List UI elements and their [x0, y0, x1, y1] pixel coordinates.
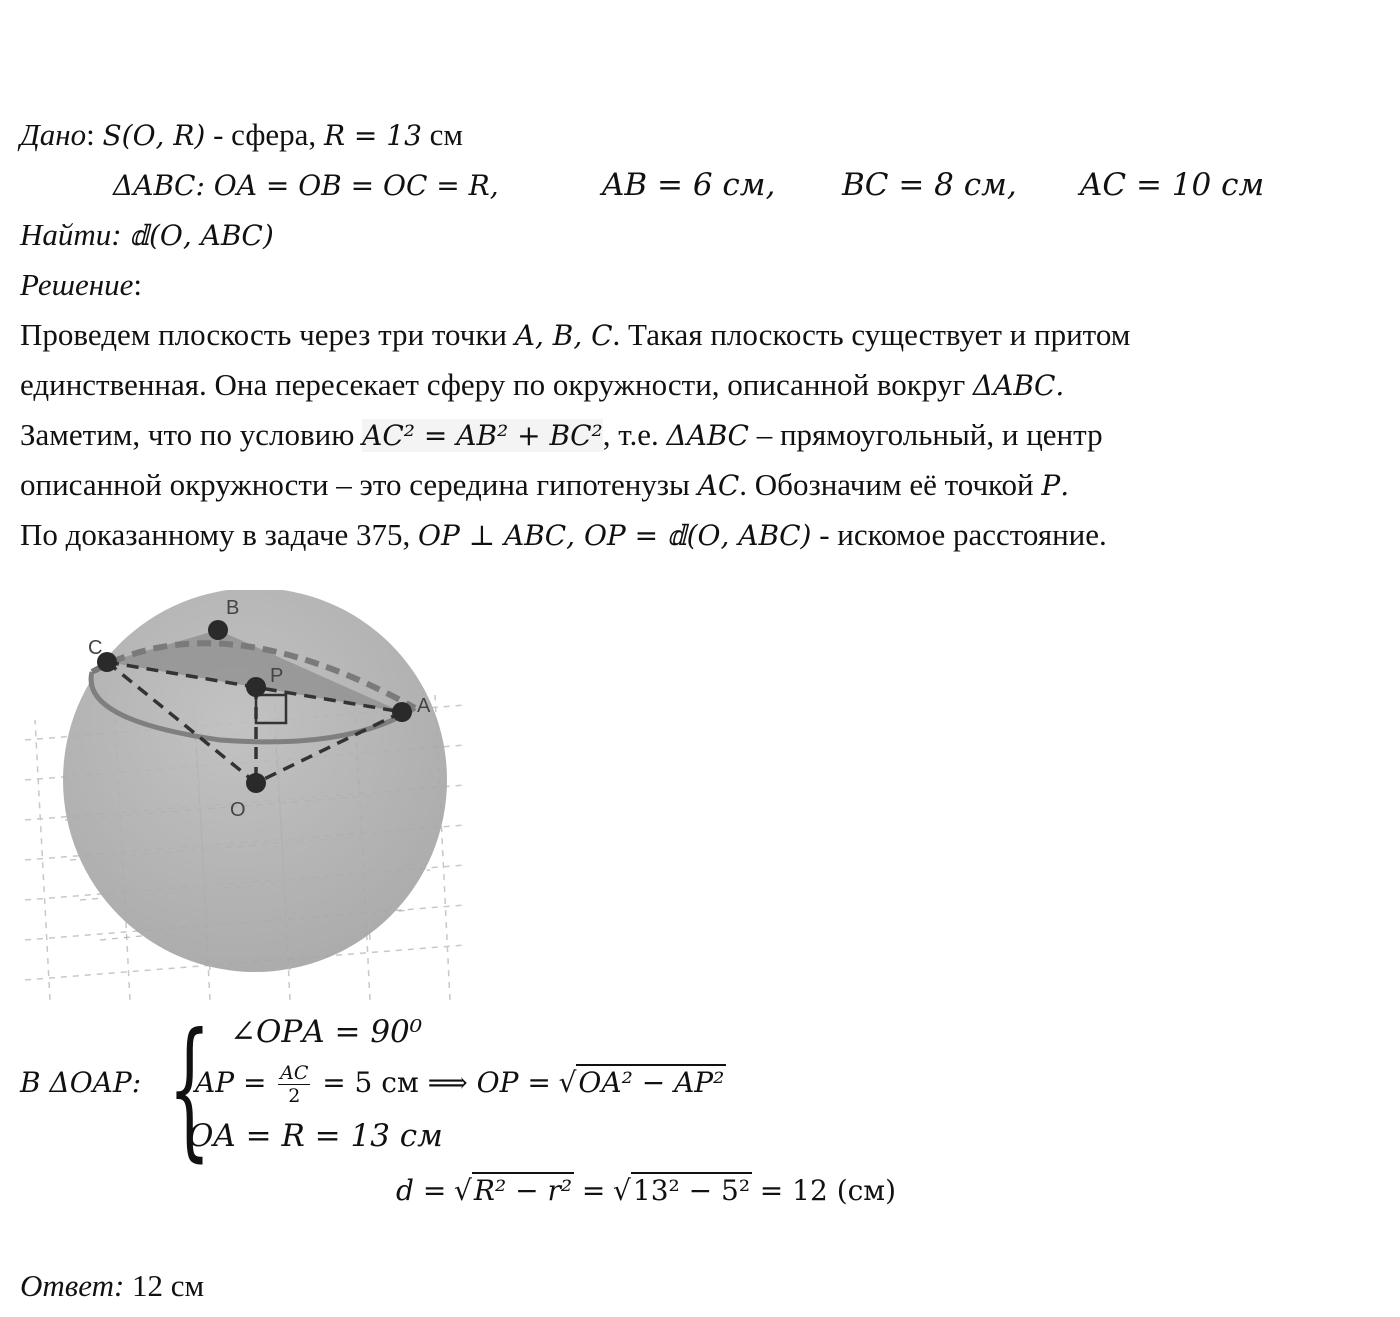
sqrt-oa-ap: [576, 1062, 726, 1103]
solution-paragraph-4: [20, 465, 1069, 506]
equation-ap: 𝐴𝑃 = $\frac{\text{𝐴𝐶}}{2}$ = 5 см ⟹ 𝑂𝑃 = √𝑂𝐴² − 𝐴𝑃²: [195, 1062, 725, 1108]
math-span: 𝐴, 𝐵, 𝐶: [514, 319, 613, 352]
math-span: Δ𝐴𝐵𝐶.: [972, 369, 1065, 402]
point-p: [246, 677, 266, 697]
fraction-ac-over-2: [278, 1062, 310, 1107]
text-span: Проведем плоскость через три точки: [20, 317, 515, 352]
given-label: Дано: [20, 117, 87, 152]
triangle-condition: Δ𝐴𝐵𝐶: 𝑂𝐴 = 𝑂𝐵 = 𝑂𝐶 = 𝑅,: [113, 169, 499, 202]
fraction-denominator: 2: [288, 1085, 301, 1108]
sphere-text: - сфера,: [213, 117, 317, 152]
answer-label: Ответ:: [20, 1268, 125, 1303]
solution-heading: Решение:: [20, 267, 142, 302]
answer-value: 12 см: [132, 1268, 205, 1303]
text-span: По доказанному в задаче 375,: [20, 517, 419, 552]
text-span: - искомое расстояние.: [811, 517, 1107, 552]
given-line-2: [113, 165, 499, 206]
solution-label: Решение: [20, 267, 134, 302]
math-span: Δ𝐴𝐵𝐶: [666, 419, 749, 452]
point-a: [392, 702, 412, 722]
math-span: 𝑂𝑃 ⊥ 𝐴𝐵𝐶, 𝑂𝑃 = 𝕕(𝑂, 𝐴𝐵𝐶): [418, 519, 812, 552]
equation-oa: 𝑂𝐴 = 𝑅 = 13 см: [188, 1118, 443, 1154]
triangle-oap-label: В Δ𝑂𝐴𝑃:: [20, 1066, 142, 1099]
given-ab: 𝐴𝐵 = 6 см,: [602, 167, 776, 203]
label-a: A: [417, 695, 431, 717]
label-b: B: [226, 597, 240, 619]
final-formula: 𝑑 = √𝑅² − 𝑟² = √13² − 5² = 12 (см): [396, 1170, 896, 1211]
point-o: [246, 773, 266, 793]
math-span: 𝑃.: [1041, 469, 1070, 502]
sphere-notation: 𝑆(𝑂, 𝑅): [102, 119, 206, 152]
solution-paragraph-3: [20, 415, 1103, 456]
text-span: , т.е.: [602, 417, 667, 452]
find-label: Найти:: [20, 217, 122, 252]
radius-unit: см: [429, 117, 464, 152]
solution-paragraph-2: [20, 365, 1064, 406]
fraction-numerator: 𝐴𝐶: [280, 1062, 309, 1085]
sqrt-radicand-1: 𝑅² − 𝑟²: [473, 1174, 573, 1207]
find-expression: 𝕕(𝑂, 𝐴𝐵𝐶): [129, 219, 274, 252]
sphere-figure: [20, 590, 470, 1010]
ap-rhs: = 5 см ⟹ 𝑂𝑃 =: [322, 1066, 551, 1099]
label-c: C: [88, 637, 103, 659]
text-span: . Такая плоскость существует и притом: [612, 317, 1131, 352]
text-span: – прямоугольный, и центр: [748, 417, 1103, 452]
label-p: P: [270, 665, 284, 687]
pythagorean-formula: 𝐴𝐶² = 𝐴𝐵² + 𝐵𝐶²: [362, 419, 603, 452]
point-b: [208, 620, 228, 640]
sqrt-r: [472, 1170, 574, 1211]
solution-paragraph-5: [20, 515, 1107, 556]
final-lhs: 𝑑 =: [396, 1174, 447, 1207]
system-prefix: [20, 1062, 141, 1103]
sqrt-radicand-2: 13² − 5²: [632, 1174, 751, 1207]
final-equals: =: [581, 1174, 606, 1207]
text-span: . Обозначим её точкой: [739, 467, 1042, 502]
label-o: O: [230, 799, 246, 821]
sqrt-numbers: [631, 1170, 752, 1211]
final-result: = 12 (см): [759, 1174, 896, 1207]
math-span: 𝐴𝐶: [697, 469, 740, 502]
text-span: описанной окружности – это середина гипотенузы: [20, 467, 698, 502]
solution-paragraph-1: [20, 315, 1130, 356]
ap-lhs: 𝐴𝑃 =: [195, 1066, 267, 1099]
answer-line: [20, 1266, 204, 1306]
text-span: Заметим, что по условию: [20, 417, 363, 452]
system-brace: {: [168, 1002, 211, 1176]
given-ac: 𝐴𝐶 = 10 см: [1080, 167, 1265, 203]
sqrt-radicand: 𝑂𝐴² − 𝐴𝑃²: [578, 1066, 725, 1099]
find-line: [20, 215, 274, 256]
radius-value: 𝑅 = 13: [323, 119, 422, 152]
given-line-1: Дано: 𝑆(𝑂, 𝑅) - сфера, 𝑅 = 13 см: [20, 117, 464, 152]
given-bc: 𝐵𝐶 = 8 см,: [842, 167, 1017, 203]
equation-angle: ∠𝑂𝑃𝐴 = 90⁰: [230, 1014, 423, 1050]
text-span: единственная. Она пересекает сферу по окружности, описанной вокруг: [20, 367, 973, 402]
